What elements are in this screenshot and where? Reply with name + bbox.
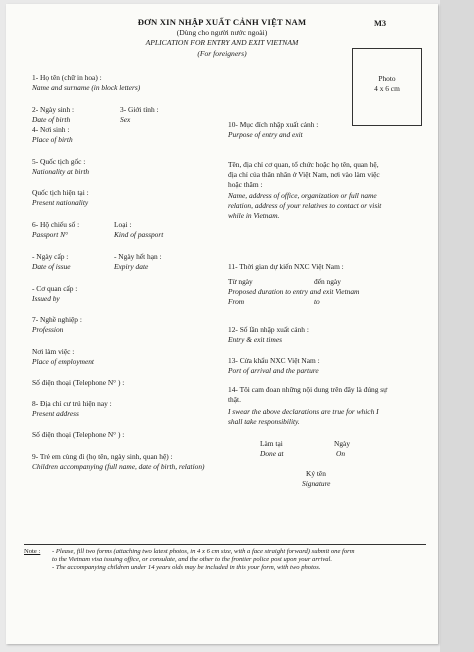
issued-by-label-en: Issued by (32, 294, 60, 303)
note-line-2: to the Vietnam visa issuing office, or consulate, and the other to the frontier police post upon your arrival. (52, 556, 333, 563)
expiry-date-label-vn: - Ngày hết hạn : (114, 252, 162, 261)
field-11-label-vn: 11- Thời gian dự kiến NXC Việt Nam : (228, 262, 344, 271)
field-13-label-vn: 13- Cửa khẩu NXC Việt Nam : (228, 356, 320, 365)
field-10-label-en: Purpose of entry and exit (228, 130, 303, 139)
date-label-vn: Ngày (334, 439, 351, 448)
form-code: M3 (374, 19, 387, 28)
done-at-label-en: Done at (260, 449, 284, 458)
issued-by-label-vn: - Cơ quan cấp : (32, 284, 78, 293)
field-3-label-en: Sex (120, 115, 131, 124)
note-line-1: - Please, fill two forms (attaching two latest photos, in 4 x 6 cm size, with a face straight forward) submit one form (52, 548, 355, 555)
field-10b-line-1: Tên, địa chỉ cơ quan, tổ chức hoặc họ tên, quan hệ, (228, 160, 379, 169)
field-7-label-en: Profession (32, 325, 64, 334)
field-6-label-vn: 6- Hộ chiếu số : (32, 220, 80, 229)
field-4-label-en: Place of birth (32, 135, 73, 144)
field-8-label-vn: 8- Địa chỉ cư trú hiện nay : (32, 399, 112, 408)
date-label-en: On (336, 449, 346, 458)
photo-box (352, 48, 422, 126)
workplace-label-en: Place of employment (32, 357, 94, 366)
title-vietnamese: ĐƠN XIN NHẬP XUẤT CẢNH VIỆT NAM (137, 17, 307, 27)
field-2-label-en: Date of birth (32, 115, 71, 124)
field-10b-line-2: địa chỉ của thân nhân ở Việt Nam, nơi vào làm việc (228, 170, 380, 179)
scan-edge (440, 0, 474, 652)
field-10b-line-3: hoặc thăm : (228, 180, 263, 189)
field-10b-line-4: Name, address of office, organization or full name (228, 191, 377, 200)
field-1-label-vn: 1- Họ tên (chữ in hoa) : (32, 73, 102, 82)
note-line-3: - The accompanying children under 14 years olds may be included in this your form, with two photos. (52, 564, 321, 571)
signature-label-en: Signature (302, 479, 331, 488)
photo-label: Photo (378, 74, 396, 83)
subtitle-english: (For foreigners) (197, 49, 247, 58)
field-12-label-vn: 12- Số lần nhập xuất cảnh : (228, 325, 309, 334)
workplace-label-vn: Nơi làm việc : (32, 347, 75, 356)
field-10b-line-5: relation, address of your relatives to contact or visit (228, 201, 382, 210)
issue-date-label-vn: - Ngày cấp : (32, 252, 69, 261)
field-4-label-vn: 4- Nơi sinh : (32, 125, 70, 134)
notes-label: Note : (24, 548, 41, 555)
field-5-label-en: Nationality at birth (32, 167, 90, 176)
field-8-label-en: Present address (32, 409, 79, 418)
field-5b-label-vn: Quốc tịch hiện tại : (32, 188, 89, 197)
to-label-en: to (314, 297, 320, 306)
field-5-label-vn: 5- Quốc tịch gốc : (32, 157, 86, 166)
field-14-line-1: 14- Tôi cam đoan những nội dung trên đây là đúng sự (228, 385, 388, 394)
issue-date-label-en: Date of issue (32, 262, 71, 271)
field-6-type-label-vn: Loại : (114, 220, 132, 229)
field-2-label-vn: 2- Ngày sinh : (32, 105, 75, 114)
phone-1-label: Số điện thoại (Telephone N° ) : (32, 378, 125, 387)
field-10-label-vn: 10- Mục đích nhập xuất cảnh : (228, 120, 319, 129)
field-7-label-vn: 7- Nghề nghiệp : (32, 315, 82, 324)
field-9-label-en: Children accompanying (full name, date of birth, relation) (32, 462, 205, 471)
from-label-vn: Từ ngày (228, 277, 253, 286)
field-12-label-en: Entry & exit times (228, 335, 282, 344)
from-label-en: From (228, 297, 245, 306)
field-1-label-en: Name and surname (in block letters) (32, 83, 141, 92)
to-label-vn: đến ngày (314, 277, 341, 286)
field-5b-label-en: Present nationality (32, 198, 89, 207)
field-6-type-label-en: Kind of passport (114, 230, 164, 239)
phone-2-label: Số điện thoại (Telephone N° ) : (32, 430, 125, 439)
expiry-date-label-en: Expiry date (114, 262, 149, 271)
field-6-label-en: Passport N° (32, 230, 69, 239)
field-14-line-2: thật. (228, 395, 241, 404)
title-english: APLICATION FOR ENTRY AND EXIT VIETNAM (145, 38, 299, 47)
field-3-label-vn: 3- Giới tính : (120, 105, 159, 114)
notes-divider (24, 544, 426, 545)
subtitle-vietnamese: (Dùng cho người nước ngoài) (176, 28, 268, 37)
field-10b-line-6: while in Vietnam. (228, 211, 280, 220)
signature-label-vn: Ký tên (306, 469, 326, 478)
done-at-label-vn: Làm tại (260, 439, 283, 448)
field-9-label-vn: 9- Trẻ em cùng đi (họ tên, ngày sinh, quan hệ) : (32, 452, 173, 461)
form-page (6, 4, 438, 644)
field-14-line-3: I swear the above declarations are true for which I (228, 407, 379, 416)
field-11-label-en: Proposed duration to entry and exit Vietnam (228, 287, 360, 296)
field-13-label-en: Port of arrival and the parture (228, 366, 319, 375)
photo-size-label: 4 x 6 cm (374, 84, 400, 93)
field-14-line-4: shall take responsibility. (228, 417, 300, 426)
